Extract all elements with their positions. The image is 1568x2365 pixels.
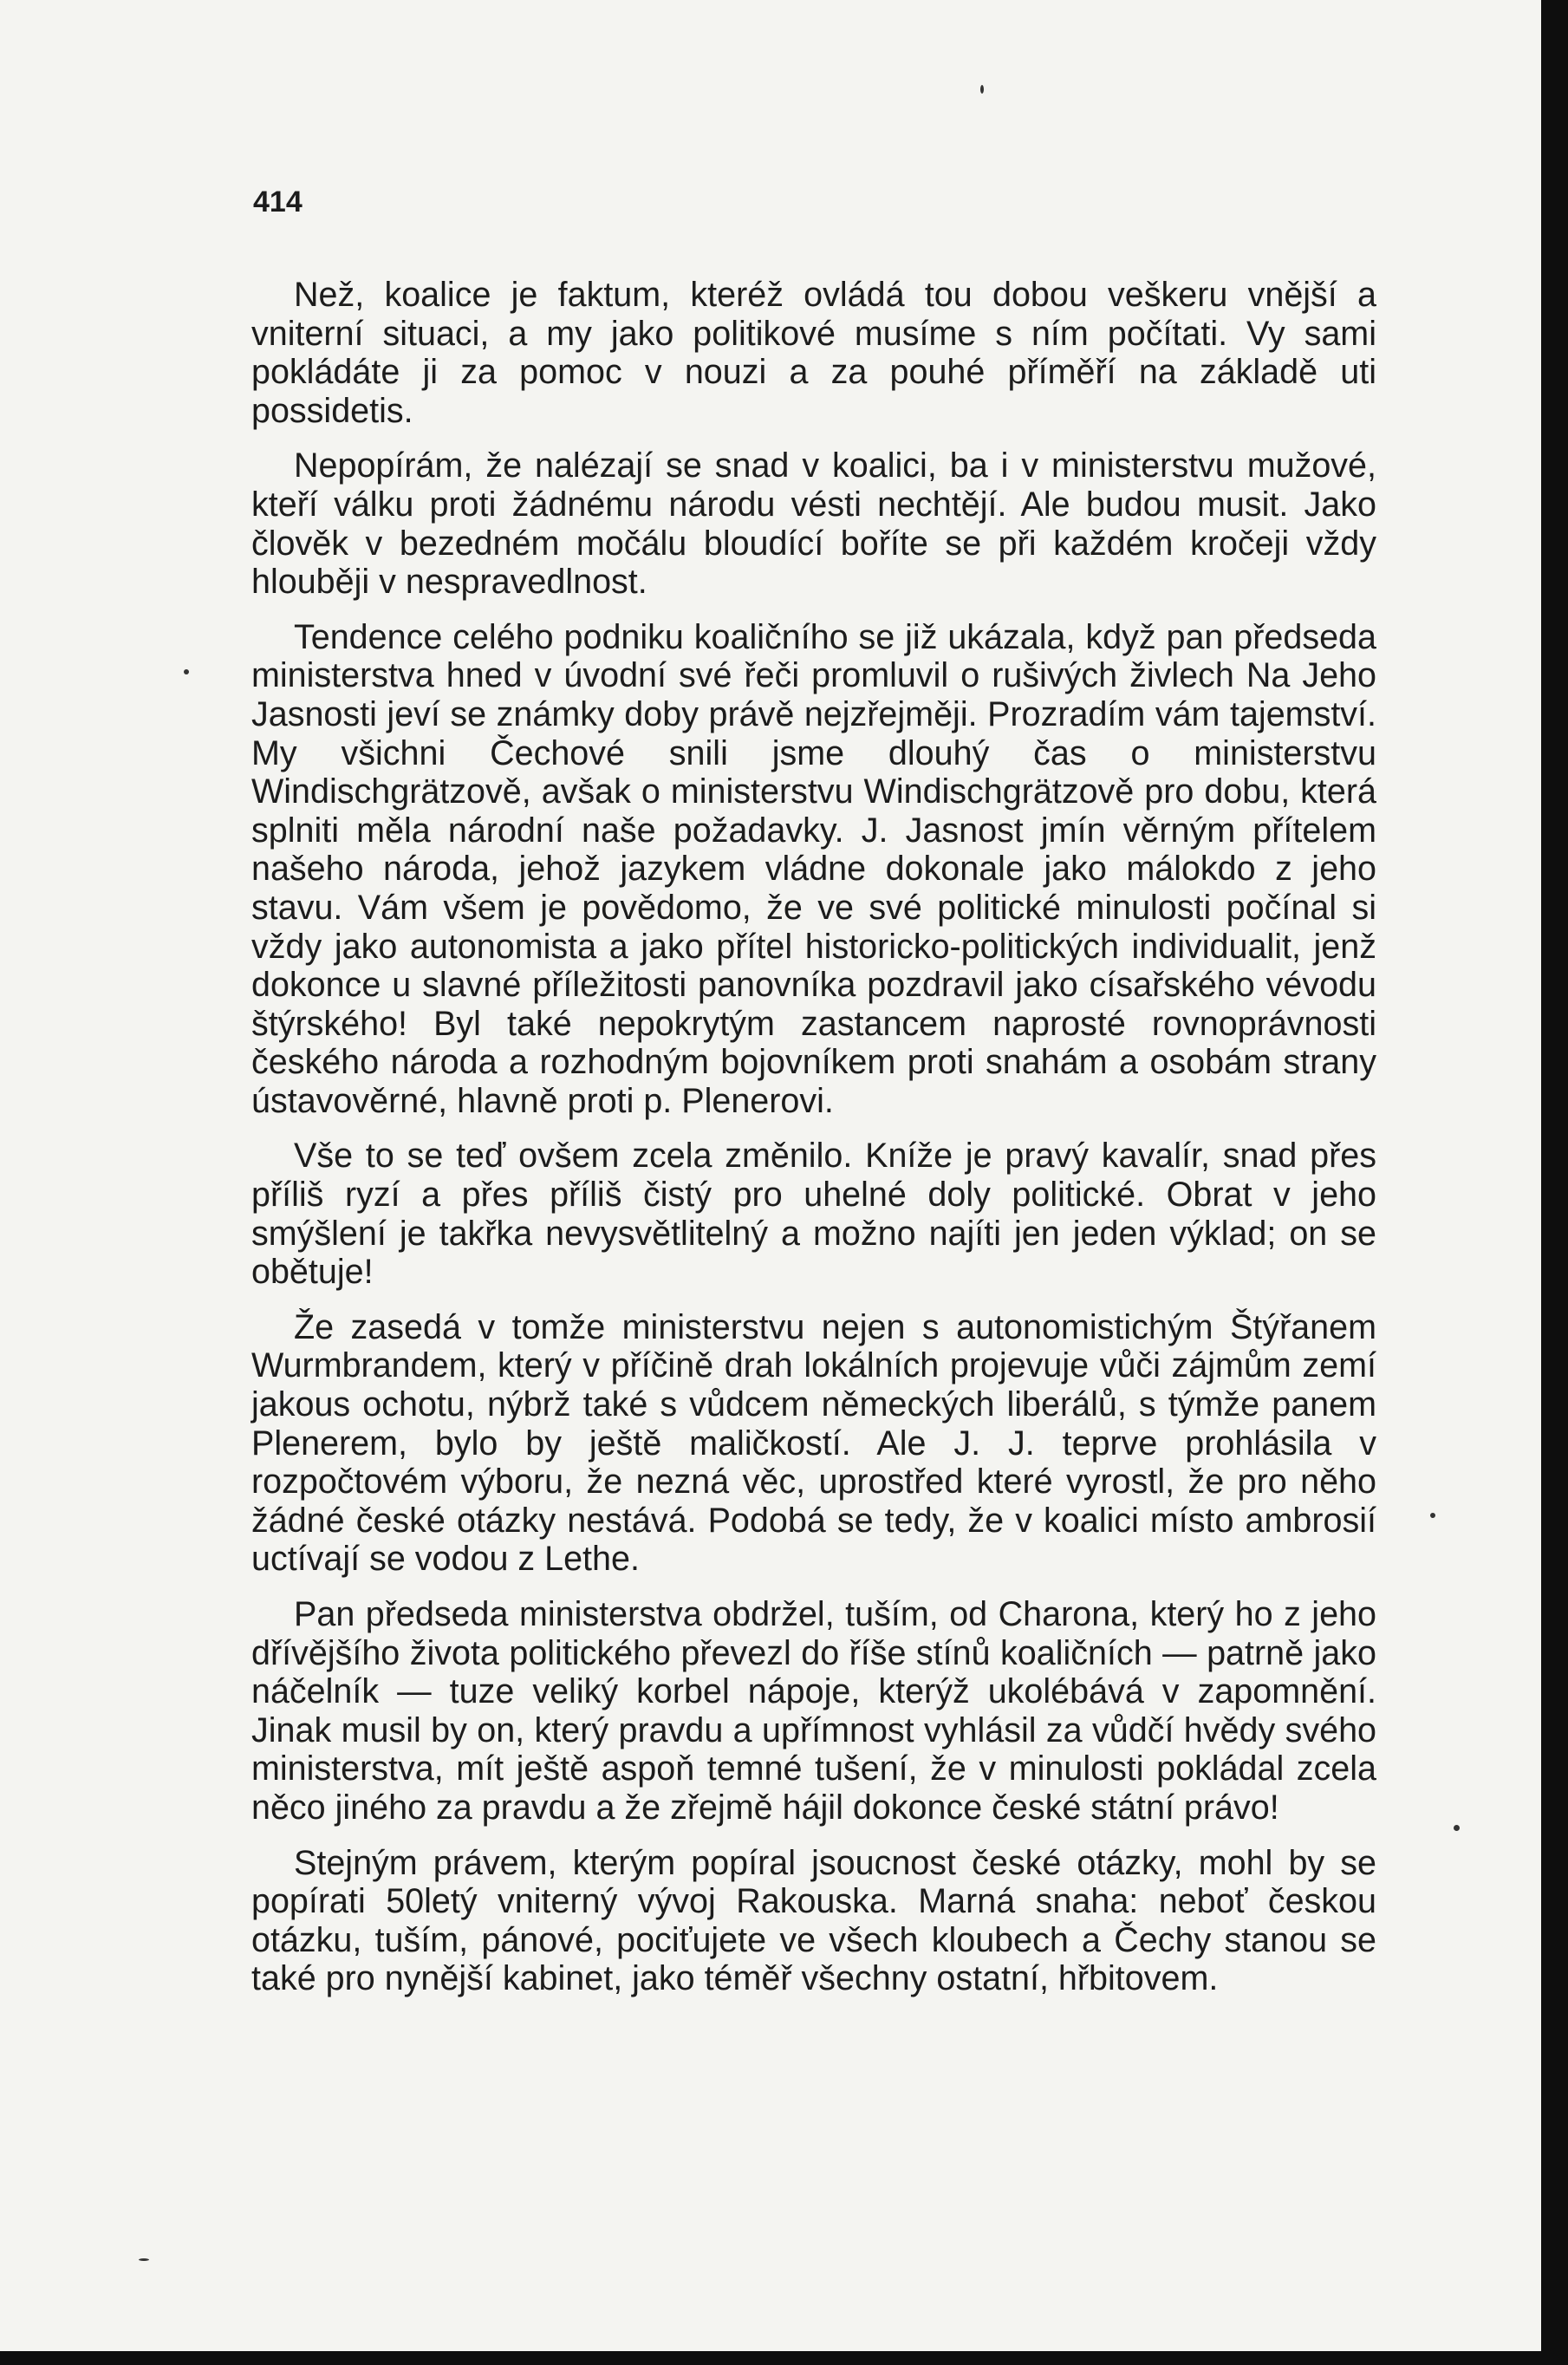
scan-edge-bottom	[0, 2351, 1568, 2365]
scan-speck	[139, 2258, 149, 2261]
paragraph-5-text: Že zasedá v tomže ministerstvu nejen s autonomistichým Štýřanem Wurmbrandem, který v příčině drah lokálních projevuje vůči zájmům zemí jakous ochotu, nýbrž také s vůdcem německých liberálů, s týmže panem Plenerem, bylo by ještě maličkostí. Ale J. J. teprve prohlásila v rozpočtovém výboru, že nezná věc, uprostřed které vyrostl, že pro něho žádné české otázky nestává. Podobá se tedy, že v koalici místo ambrosií uctívají se vodou z Lethe.	[251, 1307, 1376, 1579]
body-text	[251, 276, 1376, 1998]
page-number: 414	[253, 186, 303, 218]
paragraph-1	[251, 276, 1376, 430]
paragraph-2	[251, 446, 1376, 601]
scan-speck	[980, 85, 984, 94]
paragraph-6	[251, 1595, 1376, 1828]
paragraph-3-text: Tendence celého podniku koaličního se již ukázala, když pan předseda ministerstva hned v úvodní své řeči promluvil o rušivých živlech Na Jeho Jasnosti jeví se známky doby právě nejzřejměji. Prozradím vám tajemství. My všichni Čechové snili jsme dlouhý čas o ministerstvu Windischgrätzově, avšak o ministerstvu Windischgrätzově pro dobu, která splniti měla národní naše požadavky. J. Jasnost jmín věrným přítelem našeho národa, jehož jazykem vládne dokonale jako málokdo z jeho stavu. Vám všem je povědomo, že ve své politické minulosti počínal si vždy jako autonomista a jako přítel historicko-politických individualit, jenž dokonce u slavné příležitosti panovníka pozdravil jako císařského vévodu štýrského! Byl také nepokrytým zastancem naprosté rovnoprávnosti českého národa a rozhodným bojovníkem proti snahám a osobám strany ústavověrné, hlavně proti p. Plenerovi.	[251, 617, 1376, 1120]
scan-speck	[1430, 1513, 1435, 1518]
paragraph-3	[251, 618, 1376, 1121]
paragraph-2-text: Nepopírám, že nalézají se snad v koalici, ba i v ministerstvu mužové, kteří válku proti žádnému národu vésti nechtějí. Ale budou musit. Jako člověk v bezedném močálu bloudící boříte se při každém kročeji vždy hlouběji v nespravedlnost.	[251, 446, 1376, 602]
paragraph-7	[251, 1844, 1376, 1998]
scan-speck	[1454, 1825, 1460, 1831]
scan-speck	[184, 669, 189, 674]
paragraph-4-text: Vše to se teď ovšem zcela změnilo. Kníže je pravý kavalír, snad přes příliš ryzí a přes příliš čistý pro uhelné doly politické. Obrat v jeho smýšlení je takřka nevysvětlitelný a možno najíti jen jeden výklad; on se obětuje!	[251, 1137, 1376, 1292]
paragraph-4	[251, 1137, 1376, 1291]
paragraph-7-text: Stejným právem, kterým popíral jsoucnost české otázky, mohl by se popírati 50letý vniterný vývoj Rakouska. Marná snaha: neboť českou otázku, tuším, pánové, pociťujete ve všech kloubech a Čechy stanou se také pro nynější kabinet, jako téměř všechny ostatní, hřbitovem.	[251, 1843, 1376, 1998]
scan-edge-right	[1541, 0, 1568, 2365]
paragraph-1-text: Než, koalice je faktum, kteréž ovládá tou dobou veškeru vnější a vniterní situaci, a my jako politikové musíme s ním počítati. Vy sami pokládáte ji za pomoc v nouzi a za pouhé příměří na základě uti possidetis.	[251, 276, 1376, 430]
paragraph-6-text: Pan předseda ministerstva obdržel, tuším, od Charona, který ho z jeho dřívějšího života politického převezl do říše stínů koaličních — patrně jako náčelník — tuze veliký korbel nápoje, kterýž ukolébává v zapomnění. Jinak musil by on, který pravdu a upřímnost vyhlásil za vůdčí hvědy svého ministerstva, mít ještě aspoň temné tušení, že v minulosti pokládal zcela něco jiného za pravdu a že zřejmě hájil dokonce české státní právo!	[251, 1595, 1376, 1827]
paragraph-5	[251, 1308, 1376, 1579]
